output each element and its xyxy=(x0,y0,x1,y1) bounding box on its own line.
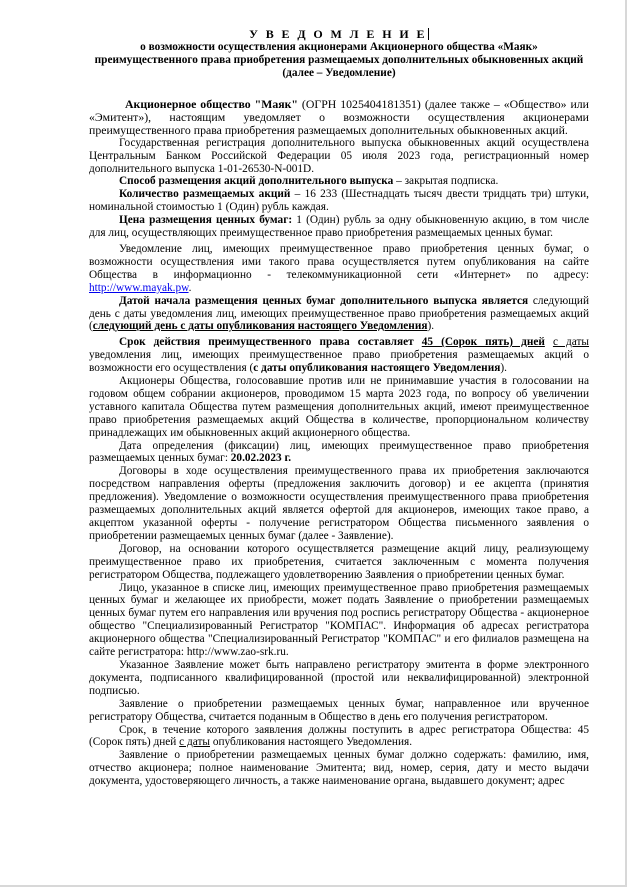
company-name: Акционерное общество "Маяк" xyxy=(125,96,298,111)
text-cursor xyxy=(428,28,429,40)
paragraph-right-duration: Срок действия преимущественного права составляет 45 (Сорок пять) дней с даты уведомления лиц, имеющих преимущественное право приобретения размещаемых акций о возможности его осуществления (с даты опубликования настоящего Уведомления). xyxy=(89,336,590,375)
paragraph-application-contents: Заявление о приобретении размещаемых ценных бумаг должно содержать: фамилию, имя, отчество акционера; полное наименование Эмитента; вид, номер, серия, дату и место выдачи документа, удостоверяющего личность, а также наименование органа, выдавшего документ; адрес xyxy=(89,749,589,788)
paragraph-share-quantity: Количество размещаемых акций – 16 233 (Шестнадцать тысяч двести тридцать три) штуки, номинальной стоимостью 1 (Один) рубль каждая. xyxy=(89,188,590,214)
paragraph-registration: Государственная регистрация дополнительного выпуска обыкновенных акций осуществлена Центральным Банком Российской Федерации 05 июля 2023 года, регистрационный номер дополнительного выпуска 1-01-26530-N-001D. xyxy=(89,136,589,175)
paragraph-start-date: Датой начала размещения ценных бумаг дополнительного выпуска является следующий день с даты уведомления лиц, имеющих преимущественное право приобретения размещаемых акций (следующий день с даты опубликования настоящего Уведомления). xyxy=(89,294,589,333)
paragraph-eligible-shareholders: Акционеры Общества, голосовавшие против или не принимавшие участия в голосовании на годовом общем собрании акционеров, проводимом 15 марта 2023 года, по вопросу об увеличении уставного капитала Общества путем размещения дополнительных акций, имеют преимущественное право приобретения размещаемых акций Общества в количестве, пропорциональном количеству принадлежащих им обыкновенных акций акционерного общества. xyxy=(89,375,589,439)
paragraph-contracts: Договоры в ходе осуществления преимущественного права их приобретения заключаются посредством направления оферты (предложения заключить договор) и ее акцепта (принятия предложения). Уведомление о возможности осуществления преимущественного права приобретения размещаемых дополнительных акций является офертой для акционеров, имеющих такое право, а акцептом указанной оферты - получение регистратором Общества письменного заявления о приобретении размещаемых ценных бумаг (далее - Заявление). xyxy=(89,465,589,542)
paragraph-application-deadline: Срок, в течение которого заявления должны поступить в адрес регистратора Общества: 45 (Сорок пять) дней с даты опубликования настоящего Уведомления. xyxy=(89,723,589,749)
paragraph-contract-conclusion: Договор, на основании которого осуществляется размещение акций лицу, реализующему преимущественное право их приобретения, считается заключенным с момента получения регистратором Общества, подлежащего удовлетворению Заявления о приобретении ценных бумаг. xyxy=(89,542,589,581)
company-website-link[interactable]: http://www.mayak.pw xyxy=(89,281,189,294)
paragraph-price: Цена размещения ценных бумаг: 1 (Один) рубль за одну обыкновенную акцию, в том числе для лиц, осуществляющих преимущественное право приобретения размещаемых ценных бумаг. xyxy=(89,214,589,240)
paragraph-notification-method: Уведомление лиц, имеющих преимущественное право приобретения ценных бумаг, о возможности осуществления ими такого права осуществляется путем опубликования на сайте Общества в информационно - телекоммуникационной сети «Интернет» по адресу: http://www.mayak.pw. xyxy=(89,242,589,294)
paragraph-placement-method: Способ размещения акций дополнительного выпуска – закрытая подписка. xyxy=(119,175,499,188)
document-body xyxy=(89,27,589,788)
paragraph-electronic-application: Указанное Заявление может быть направлено регистратору эмитента в форме электронного документа, подписанного квалифицированной (простой или неквалифицированной) электронной подписью. xyxy=(89,658,589,697)
document-title: У В Е Д О М Л Е Н И Е xyxy=(249,27,427,41)
paragraph-application-submission: Лицо, указанное в списке лиц, имеющих преимущественное право приобретения размещаемых ценных бумаг и желающее их приобрести, может подать Заявление о приобретении размещаемых ценных бумаг путем его направления или вручения под роспись регистратору Общества - акционерное общество "Специализированный Регистратор "КОМПАС". Информация об адресах регистратора акционерного общества "Специализированный Регистратор "КОМПАС" и его филиалов размещена на сайте регистратора: http://www.zao-srk.ru. xyxy=(89,581,589,659)
paragraph-application-receipt: Заявление о приобретении размещаемых ценных бумаг, направленное или врученное регистратору Общества, считается поданным в Общество в день его получения регистратором. xyxy=(89,697,589,723)
document-subtitle: о возможности осуществления акционерами Акционерного общества «Маяк» преимущественного права приобретения размещаемых дополнительных обыкновенных акций (далее – Уведомление) xyxy=(94,41,584,79)
paragraph-record-date: Дата определения (фиксации) лиц, имеющих преимущественное право приобретения размещаемых ценных бумаг: 20.02.2023 г. xyxy=(89,439,589,465)
paragraph-intro: Акционерное общество "Маяк" (ОГРН 1025404181351) (далее также – «Общество» или «Эмитент»), настоящим уведомляет о возможности осуществления акционерами преимущественного права приобретения размещаемых дополнительных обыкновенных акций. xyxy=(89,96,589,137)
